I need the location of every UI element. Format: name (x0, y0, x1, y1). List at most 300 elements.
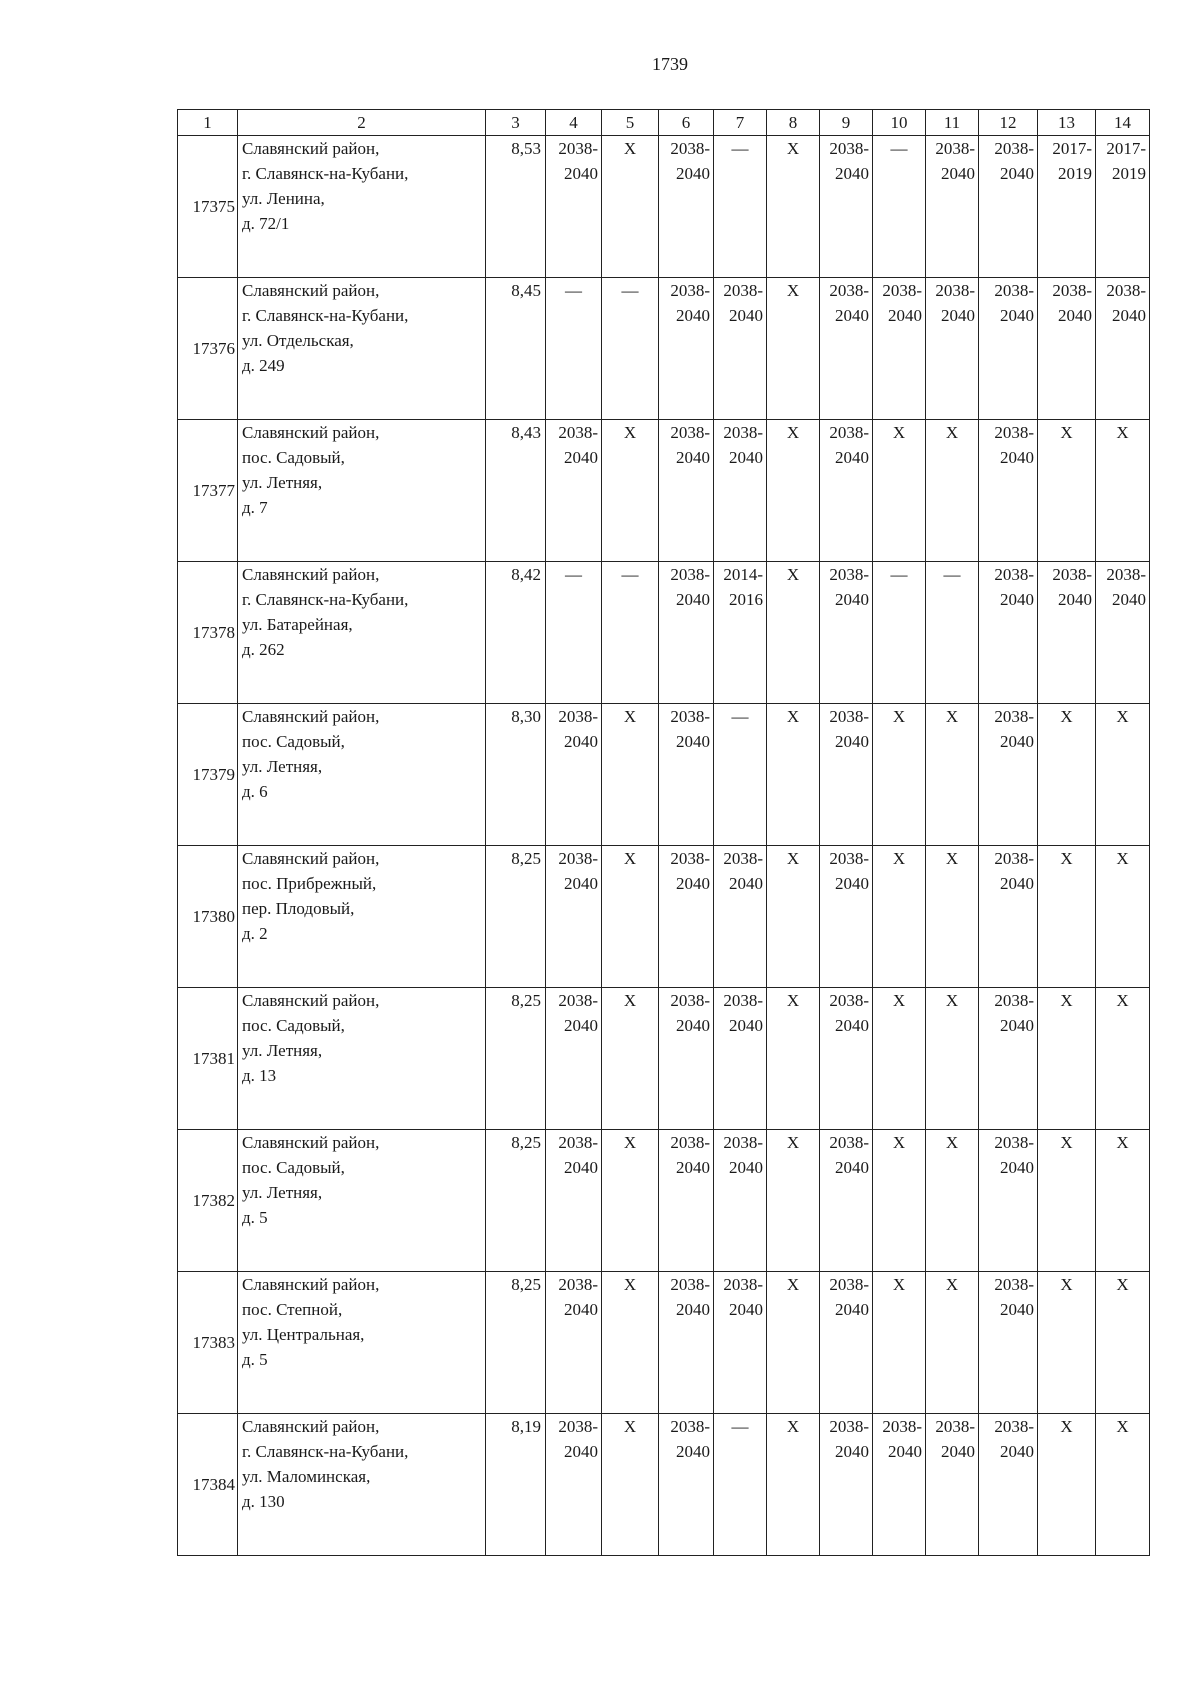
cell-col-6 (659, 704, 714, 846)
cell-line: ул. Летняя, (242, 757, 323, 776)
cell-line: г. Славянск-на-Кубани, (242, 306, 409, 325)
cell-line: 2040 (1000, 448, 1034, 467)
cell-line: ул. Летняя, (242, 1041, 323, 1060)
cell-col-10 (873, 1130, 926, 1272)
cell-line: 2040 (729, 1158, 763, 1177)
cell-line: 2038- (558, 423, 598, 442)
cell-line: 2038- (994, 139, 1034, 158)
address-cell (238, 1414, 486, 1556)
cell-line: 2038- (994, 1275, 1034, 1294)
cell-col-13 (1038, 136, 1096, 278)
column-header-9: 9 (820, 110, 873, 136)
cell-line: 2040 (1000, 1442, 1034, 1461)
cell-line: 2038- (994, 565, 1034, 584)
cell-line: X (623, 849, 637, 868)
cell-col-14 (1096, 420, 1150, 562)
cell-col-4 (546, 420, 602, 562)
cell-line: 2040 (888, 1442, 922, 1461)
cell-line: 2040 (564, 164, 598, 183)
cell-line: 2040 (1112, 590, 1146, 609)
cell-line: 2040 (1000, 874, 1034, 893)
cell-line: 2038- (558, 707, 598, 726)
cell-line: X (1116, 849, 1129, 868)
row-number: 17377 (178, 420, 238, 562)
cell-line: X (892, 423, 906, 442)
cell-line: Славянский район, (242, 1417, 380, 1436)
cell-line: 2038- (994, 707, 1034, 726)
header-row (178, 110, 1150, 136)
cell-col-6 (659, 1272, 714, 1414)
cell-line: 2038- (670, 1133, 710, 1152)
cell-line: 2038- (558, 991, 598, 1010)
cell-col-8 (767, 1130, 820, 1272)
cell-col-7 (714, 136, 767, 278)
cell-line: 2040 (564, 732, 598, 751)
cell-col-4 (546, 562, 602, 704)
cell-line: 2019 (1058, 164, 1092, 183)
cell-line: X (1060, 1417, 1073, 1436)
column-header-2: 2 (238, 110, 486, 136)
cell-line: 2040 (729, 874, 763, 893)
cell-col-8 (767, 988, 820, 1130)
cell-line: X (623, 707, 637, 726)
cell-col-5 (602, 136, 659, 278)
cell-line: 2040 (835, 164, 869, 183)
cell-col-13 (1038, 420, 1096, 562)
cell-line: — (621, 281, 639, 300)
cell-line: 2040 (564, 1300, 598, 1319)
cell-col-6 (659, 420, 714, 562)
cell-line: ул. Летняя, (242, 473, 323, 492)
cell-line: 2014- (723, 565, 763, 584)
cell-line: пос. Степной, (242, 1300, 343, 1319)
cell-col-7 (714, 1272, 767, 1414)
cell-line: 2040 (676, 306, 710, 325)
cell-line: X (786, 281, 800, 300)
cell-col-11 (926, 278, 979, 420)
cell-line: 2038- (829, 1133, 869, 1152)
cell-line: 2038- (558, 1275, 598, 1294)
cell-line: — (731, 139, 749, 158)
cell-line: X (1060, 423, 1073, 442)
cell-line: Славянский район, (242, 991, 380, 1010)
cell-line: 2040 (676, 1300, 710, 1319)
cell-col-12 (979, 1130, 1038, 1272)
cell-line: 2040 (729, 1016, 763, 1035)
cell-line: 2038- (1052, 565, 1092, 584)
row-number: 17378 (178, 562, 238, 704)
row-number: 17380 (178, 846, 238, 988)
cell-line: 2017- (1052, 139, 1092, 158)
cell-line: 2017- (1106, 139, 1146, 158)
cell-line: 2040 (564, 874, 598, 893)
cell-col-8 (767, 562, 820, 704)
cell-line: 2040 (676, 1442, 710, 1461)
address-cell (238, 136, 486, 278)
cell-col-13 (1038, 1272, 1096, 1414)
page-number: 1739 (652, 54, 688, 74)
cell-line: 2040 (1000, 306, 1034, 325)
cell-line: X (1060, 991, 1073, 1010)
column-header-13: 13 (1038, 110, 1096, 136)
cell-col-7 (714, 420, 767, 562)
row-number: 17382 (178, 1130, 238, 1272)
cell-line: X (892, 1275, 906, 1294)
cell-line: 2038- (1106, 281, 1146, 300)
address-cell (238, 1272, 486, 1414)
cell-line: X (623, 1417, 637, 1436)
cell-line: Славянский район, (242, 849, 380, 868)
cell-line: X (1116, 1275, 1129, 1294)
cell-line: 2038- (670, 565, 710, 584)
cell-line: X (892, 991, 906, 1010)
cell-line: 2038- (994, 849, 1034, 868)
cell-line: 2038- (994, 281, 1034, 300)
column-header-3: 3 (486, 110, 546, 136)
cell-line: пос. Садовый, (242, 1016, 345, 1035)
cell-line: пос. Садовый, (242, 1158, 345, 1177)
cell-col-13 (1038, 988, 1096, 1130)
cell-line: 2038- (723, 423, 763, 442)
cell-col-5 (602, 278, 659, 420)
cell-line: X (623, 1275, 637, 1294)
cell-line: X (1060, 1133, 1073, 1152)
column-header-10: 10 (873, 110, 926, 136)
cell-col-10 (873, 704, 926, 846)
cell-line: 2038- (670, 991, 710, 1010)
cell-line: 2040 (835, 1016, 869, 1035)
cell-line: X (623, 139, 637, 158)
cell-line: X (623, 423, 637, 442)
cell-col-11 (926, 1414, 979, 1556)
cell-line: ул. Летняя, (242, 1183, 323, 1202)
value-cell: 8,53 (486, 136, 546, 278)
cell-line: X (1116, 423, 1129, 442)
cell-col-9 (820, 136, 873, 278)
cell-line: X (945, 423, 959, 442)
address-cell (238, 1130, 486, 1272)
cell-col-6 (659, 988, 714, 1130)
cell-line: Славянский район, (242, 423, 380, 442)
cell-line: — (731, 1417, 749, 1436)
cell-line: 2040 (676, 164, 710, 183)
cell-line: Славянский район, (242, 565, 380, 584)
cell-col-9 (820, 420, 873, 562)
cell-line: 2038- (670, 423, 710, 442)
cell-col-4 (546, 704, 602, 846)
cell-line: X (945, 1133, 959, 1152)
cell-line: X (786, 565, 800, 584)
table-row (178, 136, 1150, 278)
cell-line: пос. Садовый, (242, 448, 345, 467)
cell-line: ул. Батарейная, (242, 615, 353, 634)
cell-col-14 (1096, 1130, 1150, 1272)
cell-line: 2038- (994, 1133, 1034, 1152)
cell-col-10 (873, 846, 926, 988)
cell-line: 2038- (994, 1417, 1034, 1436)
cell-line: X (1116, 1133, 1129, 1152)
cell-line: X (786, 849, 800, 868)
cell-line: 2038- (670, 707, 710, 726)
cell-line: 2038- (829, 1275, 869, 1294)
cell-col-11 (926, 1130, 979, 1272)
cell-col-10 (873, 562, 926, 704)
cell-col-7 (714, 562, 767, 704)
cell-line: 2040 (1000, 732, 1034, 751)
cell-col-9 (820, 562, 873, 704)
cell-line: 2038- (1106, 565, 1146, 584)
cell-line: 2040 (1112, 306, 1146, 325)
column-header-12: 12 (979, 110, 1038, 136)
cell-col-4 (546, 1130, 602, 1272)
cell-line: — (621, 565, 639, 584)
cell-line: 2040 (729, 1300, 763, 1319)
cell-col-13 (1038, 1414, 1096, 1556)
cell-line: 2040 (835, 448, 869, 467)
cell-line: д. 13 (242, 1066, 277, 1085)
cell-line: 2038- (935, 139, 975, 158)
cell-col-14 (1096, 278, 1150, 420)
cell-line: д. 5 (242, 1350, 268, 1369)
cell-col-7 (714, 1130, 767, 1272)
table-row (178, 704, 1150, 846)
cell-line: д. 262 (242, 640, 285, 659)
table-row (178, 988, 1150, 1130)
column-header-8: 8 (767, 110, 820, 136)
cell-line: X (786, 1275, 800, 1294)
cell-line: 2038- (723, 1275, 763, 1294)
cell-line: 2038- (670, 849, 710, 868)
value-cell: 8,45 (486, 278, 546, 420)
cell-line: 2040 (564, 448, 598, 467)
cell-line: ул. Центральная, (242, 1325, 365, 1344)
cell-line: Славянский район, (242, 139, 380, 158)
row-number: 17384 (178, 1414, 238, 1556)
cell-line: — (565, 281, 582, 300)
cell-col-5 (602, 420, 659, 562)
row-number: 17376 (178, 278, 238, 420)
cell-col-7 (714, 278, 767, 420)
cell-col-9 (820, 278, 873, 420)
cell-col-6 (659, 846, 714, 988)
cell-line: 2040 (941, 306, 975, 325)
cell-line: 2038- (723, 281, 763, 300)
cell-line: X (1060, 707, 1073, 726)
value-cell: 8,25 (486, 846, 546, 988)
cell-col-6 (659, 562, 714, 704)
cell-line: X (786, 423, 800, 442)
row-number: 17381 (178, 988, 238, 1130)
cell-col-12 (979, 704, 1038, 846)
cell-col-6 (659, 136, 714, 278)
cell-line: 2038- (723, 1133, 763, 1152)
cell-line: X (623, 991, 637, 1010)
cell-line: 2040 (676, 1158, 710, 1177)
cell-col-10 (873, 420, 926, 562)
cell-col-8 (767, 1272, 820, 1414)
cell-line: 2040 (1058, 306, 1092, 325)
cell-col-7 (714, 1414, 767, 1556)
cell-line: 2040 (835, 732, 869, 751)
cell-col-12 (979, 136, 1038, 278)
cell-line: X (945, 849, 959, 868)
column-header-1: 1 (178, 110, 238, 136)
cell-line: X (1060, 1275, 1073, 1294)
cell-line: 2038- (882, 281, 922, 300)
cell-line: 2038- (558, 1417, 598, 1436)
cell-col-6 (659, 1130, 714, 1272)
cell-line: — (890, 565, 908, 584)
table-row (178, 562, 1150, 704)
cell-line: X (945, 707, 959, 726)
cell-line: 2038- (829, 423, 869, 442)
cell-line: 2040 (1000, 164, 1034, 183)
column-header-4: 4 (546, 110, 602, 136)
cell-line: 2038- (670, 281, 710, 300)
cell-col-13 (1038, 846, 1096, 988)
cell-col-12 (979, 420, 1038, 562)
value-cell: 8,19 (486, 1414, 546, 1556)
cell-line: Славянский район, (242, 281, 380, 300)
table-row (178, 1272, 1150, 1414)
cell-col-9 (820, 1414, 873, 1556)
cell-col-4 (546, 1272, 602, 1414)
value-cell: 8,42 (486, 562, 546, 704)
cell-col-5 (602, 1414, 659, 1556)
cell-line: ул. Маломинская, (242, 1467, 371, 1486)
cell-line: г. Славянск-на-Кубани, (242, 164, 409, 183)
cell-col-12 (979, 562, 1038, 704)
cell-col-12 (979, 1414, 1038, 1556)
column-header-14: 14 (1096, 110, 1150, 136)
register-table (177, 109, 1150, 1556)
cell-col-8 (767, 420, 820, 562)
cell-line: 2038- (558, 849, 598, 868)
address-cell (238, 562, 486, 704)
cell-line: Славянский район, (242, 1133, 380, 1152)
cell-col-5 (602, 988, 659, 1130)
cell-col-14 (1096, 1414, 1150, 1556)
cell-line: 2038- (829, 281, 869, 300)
cell-col-9 (820, 704, 873, 846)
cell-col-10 (873, 1272, 926, 1414)
cell-line: 2038- (670, 1275, 710, 1294)
cell-line: 2040 (1000, 590, 1034, 609)
cell-line: 2040 (835, 1442, 869, 1461)
cell-col-7 (714, 988, 767, 1130)
cell-col-13 (1038, 278, 1096, 420)
cell-line: 2038- (723, 849, 763, 868)
cell-line: д. 2 (242, 924, 268, 943)
column-header-5: 5 (602, 110, 659, 136)
cell-col-8 (767, 704, 820, 846)
cell-line: — (731, 707, 749, 726)
cell-line: 2016 (729, 590, 763, 609)
cell-line: 2038- (882, 1417, 922, 1436)
cell-col-4 (546, 278, 602, 420)
column-header-6: 6 (659, 110, 714, 136)
cell-col-13 (1038, 1130, 1096, 1272)
cell-line: 2040 (564, 1016, 598, 1035)
cell-line: 2040 (835, 1158, 869, 1177)
cell-col-10 (873, 136, 926, 278)
cell-line: X (945, 991, 959, 1010)
cell-col-14 (1096, 704, 1150, 846)
cell-col-5 (602, 1272, 659, 1414)
cell-line: X (1116, 707, 1129, 726)
cell-line: 2040 (835, 306, 869, 325)
cell-line: д. 7 (242, 498, 268, 517)
cell-col-9 (820, 846, 873, 988)
cell-line: X (786, 139, 800, 158)
cell-col-9 (820, 988, 873, 1130)
cell-line: 2040 (676, 448, 710, 467)
cell-col-13 (1038, 562, 1096, 704)
cell-line: 2040 (676, 590, 710, 609)
cell-line: 2040 (835, 590, 869, 609)
table-row (178, 1414, 1150, 1556)
cell-col-12 (979, 846, 1038, 988)
cell-line: X (786, 1417, 800, 1436)
cell-line: X (623, 1133, 637, 1152)
cell-line: X (892, 707, 906, 726)
row-number: 17379 (178, 704, 238, 846)
cell-line: 2038- (558, 139, 598, 158)
cell-col-4 (546, 846, 602, 988)
cell-line: 2040 (835, 874, 869, 893)
cell-line: 2038- (829, 1417, 869, 1436)
cell-line: 2040 (888, 306, 922, 325)
cell-line: пос. Прибрежный, (242, 874, 377, 893)
value-cell: 8,25 (486, 1272, 546, 1414)
cell-line: 2038- (1052, 281, 1092, 300)
cell-line: 2019 (1112, 164, 1146, 183)
cell-line: 2040 (941, 164, 975, 183)
cell-col-12 (979, 1272, 1038, 1414)
cell-line: X (786, 707, 800, 726)
cell-line: 2040 (564, 1158, 598, 1177)
table-row (178, 278, 1150, 420)
cell-col-4 (546, 1414, 602, 1556)
cell-line: 2040 (1058, 590, 1092, 609)
value-cell: 8,43 (486, 420, 546, 562)
value-cell: 8,25 (486, 1130, 546, 1272)
cell-col-11 (926, 704, 979, 846)
cell-col-12 (979, 988, 1038, 1130)
cell-line: 2038- (829, 565, 869, 584)
address-cell (238, 988, 486, 1130)
cell-line: X (892, 1133, 906, 1152)
cell-line: X (1060, 849, 1073, 868)
cell-line: пос. Садовый, (242, 732, 345, 751)
cell-line: г. Славянск-на-Кубани, (242, 1442, 409, 1461)
cell-line: 2040 (729, 448, 763, 467)
cell-col-6 (659, 278, 714, 420)
cell-col-5 (602, 1130, 659, 1272)
cell-line: 2038- (994, 423, 1034, 442)
cell-line: 2040 (1000, 1300, 1034, 1319)
cell-line: 2040 (835, 1300, 869, 1319)
cell-col-8 (767, 278, 820, 420)
cell-col-5 (602, 846, 659, 988)
address-cell (238, 846, 486, 988)
cell-line: 2038- (935, 1417, 975, 1436)
row-number: 17383 (178, 1272, 238, 1414)
cell-line: Славянский район, (242, 707, 380, 726)
address-cell (238, 704, 486, 846)
cell-col-14 (1096, 562, 1150, 704)
address-cell (238, 420, 486, 562)
